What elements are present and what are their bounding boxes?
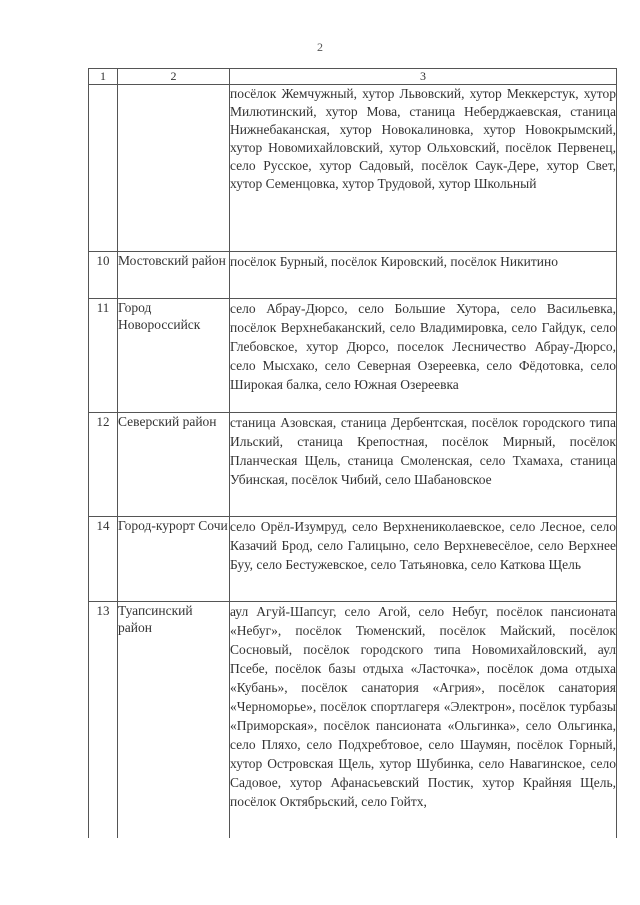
district-name — [118, 85, 230, 252]
settlements-list: село Абрау-Дюрсо, село Большие Хутора, село Васильевка, посёлок Верхнебаканский, село Владимировка, село Гайдук, село Глебовское, хутор Дюрсо, поселок Лесничество Абрау-Дюрсо, село Мысхако, село Северная Озереевка, село Фёдотовка, село Широкая балка, село Южная Озереевка — [230, 299, 617, 413]
header-col-2: 2 — [118, 69, 230, 85]
row-number: 13 — [89, 602, 118, 839]
settlements-list: село Орёл-Изумруд, село Верхнениколаевское, село Лесное, село Казачий Брод, село Галицыно, село Верхневесёлое, село Верхнее Буу, село Бестужевское, село Татьяновка, село Каткова Щель — [230, 517, 617, 602]
header-col-1: 1 — [89, 69, 118, 85]
row-number — [89, 85, 118, 252]
table-row — [89, 602, 617, 839]
district-name: Мостовский район — [118, 252, 230, 299]
row-number: 11 — [89, 299, 118, 413]
row-number: 12 — [89, 413, 118, 517]
table-row — [89, 413, 617, 517]
district-name: Город Новороссийск — [118, 299, 230, 413]
row-number: 14 — [89, 517, 118, 602]
table-row — [89, 517, 617, 602]
table-row — [89, 252, 617, 299]
table-row — [89, 85, 617, 252]
page-number: 2 — [317, 40, 323, 54]
table-row — [89, 299, 617, 413]
row-number: 10 — [89, 252, 118, 299]
header-col-3: 3 — [230, 69, 617, 85]
district-name: Северский район — [118, 413, 230, 517]
settlements-list: посёлок Жемчужный, хутор Львовский, хутор Меккерстук, хутор Милютинский, хутор Мова, станица Неберджаевская, станица Нижнебаканская, хутор Новокалиновка, хутор Новокрымский, хутор Новомихайловский, хутор Ольховский, посёлок Первенец, село Русское, хутор Садовый, посёлок Саук-Дере, хутор Свет, хутор Семенцовка, хутор Трудовой, хутор Школьный — [230, 85, 617, 252]
settlements-list: посёлок Бурный, посёлок Кировский, посёлок Никитино — [230, 252, 617, 299]
district-name: Туапсинский район — [118, 602, 230, 839]
settlements-table — [88, 68, 617, 838]
table-header-row — [89, 69, 617, 85]
settlements-list: аул Агуй-Шапсуг, село Агой, село Небуг, посёлок пансионата «Небуг», посёлок Тюменский, посёлок Майский, посёлок Сосновый, посёлок городского типа Новомихайловский, аул Псебе, посёлок базы отдыха «Ласточка», посёлок дома отдыха «Кубань», посёлок санатория «Агрия», посёлок санатория «Черноморье», посёлок спортлагеря «Электрон», посёлок турбазы «Приморская», посёлок пансионата «Ольгинка», село Ольгинка, село Пляхо, село Подхребтовое, село Шаумян, посёлок Горный, хутор Островская Щель, хутор Шубинка, село Навагинское, село Садовое, хутор Афанасьевский Постик, хутор Крайняя Щель, посёлок Октябрьский, село Гойтх, — [230, 602, 617, 839]
settlements-list: станица Азовская, станица Дербентская, посёлок городского типа Ильский, станица Крепостная, посёлок Мирный, посёлок Планческая Щель, станица Смоленская, село Тхамаха, станица Убинская, посёлок Чибий, село Шабановское — [230, 413, 617, 517]
district-name: Город-курорт Сочи — [118, 517, 230, 602]
